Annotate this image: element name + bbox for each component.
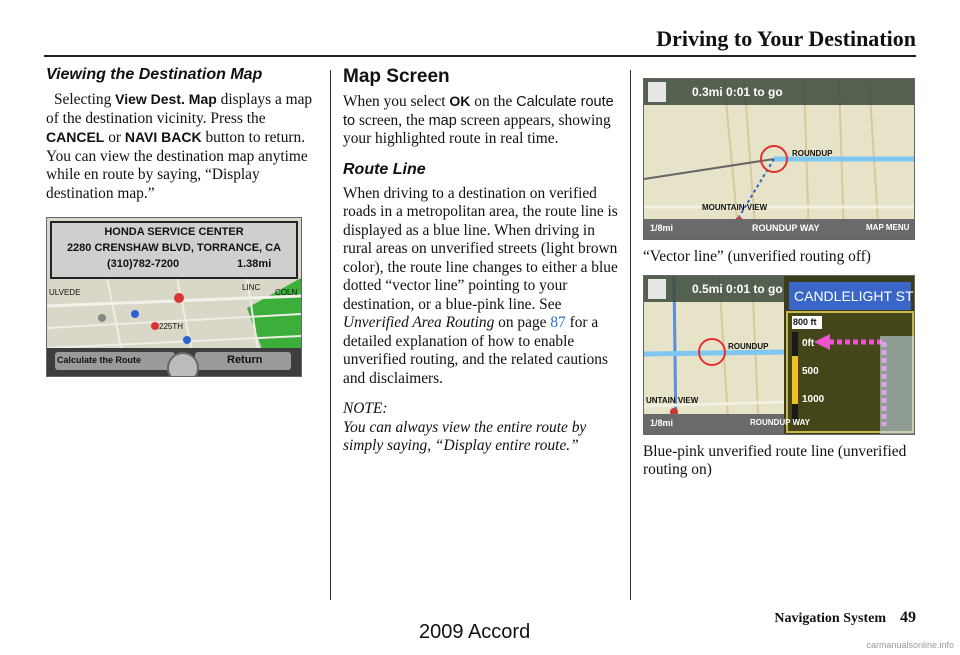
column-destination-map: [46, 66, 316, 377]
vector-line-map-graphic: [644, 79, 914, 239]
eta-readout: 0.3mi 0:01 to go: [692, 85, 783, 99]
bottom-street-name: ROUNDUP WAY: [750, 417, 811, 427]
dest-name: HONDA SERVICE CENTER: [104, 226, 244, 238]
street-label: UNTAIN VIEW: [646, 395, 699, 405]
map-menu-button[interactable]: MAP MENU: [866, 223, 910, 232]
text-run: screen appears, showing your highlighted route in real time.: [343, 111, 611, 147]
street-label: COLN: [275, 288, 298, 297]
text-run: displays a map of the destination vicinity. Press the: [46, 91, 313, 127]
keyword-map: map: [428, 112, 457, 129]
text-run: button to return. You can view the destination map anytime while en route by saying, “Display destination map.”: [46, 129, 308, 202]
bottom-street-name: ROUNDUP WAY: [752, 223, 820, 233]
column-map-screen: [343, 66, 618, 456]
text-run: When driving to a destination on verified roads in a metropolitan area, the route line is displayed as a blue line. When driving in rural areas on unverified streets (light brown color), the route line changes to either a blue dotted “vector line” pointing to your destination, or a blue-pink line. See: [343, 184, 618, 313]
paragraph-route-line: [343, 185, 618, 389]
street-label: ROUNDUP: [792, 149, 833, 158]
keyword-calculate-route-to: Calculate route to: [343, 94, 614, 129]
street-label: 225TH: [159, 322, 184, 331]
destination-map-screenshot: [46, 217, 302, 377]
note-text: You can always view the entire route by simply saying, “Display entire route.”: [343, 418, 587, 454]
page-header-title: Driving to Your Destination: [656, 26, 916, 51]
dest-address: 2280 CRENSHAW BLVD, TORRANCE, CA: [66, 242, 282, 254]
street-label: MOUNTAIN VIEW: [702, 203, 768, 212]
map-scale[interactable]: 1/8mi: [650, 417, 674, 428]
footer-model-label: 2009 Accord: [419, 621, 531, 643]
keyword-navi-back: NAVI BACK: [124, 129, 202, 145]
next-street-panel-title: CANDLELIGHT ST: [794, 287, 914, 304]
caption-vector-line: “Vector line” (unverified routing off): [643, 248, 871, 265]
paragraph-view-dest-map: [46, 90, 316, 203]
eta-readout: 0.5mi 0:01 to go: [692, 281, 783, 296]
text-run: on page: [494, 314, 551, 331]
watermark: carmanualsonline.info: [866, 640, 954, 650]
paragraph-map-screen: [343, 92, 618, 149]
return-button[interactable]: Return: [227, 354, 263, 366]
section-heading-viewing-destination-map: Viewing the Destination Map: [46, 66, 263, 83]
text-run: When you select: [343, 93, 450, 110]
section-heading-route-line: Route Line: [343, 160, 426, 178]
page-link-87[interactable]: 87: [550, 314, 566, 331]
street-label: ROUNDUP: [728, 341, 769, 351]
map-scale[interactable]: 1/8mi: [650, 223, 674, 233]
footer-section-name: Navigation System: [774, 611, 886, 626]
text-run: or: [104, 129, 125, 146]
keyword-ok: OK: [449, 93, 471, 109]
column-divider: [330, 70, 331, 600]
footer-page-number: 49: [900, 609, 916, 626]
distance-scale-0: 0ft: [802, 337, 815, 349]
column-divider: [630, 70, 631, 600]
dest-distance: 1.38mi: [237, 258, 272, 270]
note-label: NOTE:: [343, 400, 388, 417]
text-run: for a detailed explanation of how to enable unverified routing, and the related cautions and disclaimers.: [343, 314, 608, 387]
street-label: ULVEDE: [49, 288, 81, 297]
text-run: on the: [470, 93, 517, 110]
vector-line-map-screenshot: [643, 78, 915, 240]
street-label: LINC: [242, 283, 261, 292]
blue-pink-line-map-screenshot: [643, 275, 915, 435]
distance-scale-1000: 1000: [802, 393, 825, 405]
keyword-cancel: CANCEL: [46, 129, 105, 145]
dest-phone: (310)782-7200: [107, 258, 180, 270]
text-run: screen, the: [355, 111, 429, 129]
text-run: Selecting: [54, 91, 116, 108]
distance-scale-500: 500: [802, 365, 819, 377]
header-rule: [44, 55, 916, 57]
keyword-view-dest-map: View Dest. Map: [115, 91, 217, 107]
calculate-route-button[interactable]: Calculate the Route: [57, 355, 142, 365]
reference-unverified-area-routing: Unverified Area Routing: [343, 314, 495, 331]
caption-blue-pink-line: Blue-pink unverified route line (unverified routing on): [643, 442, 907, 478]
next-turn-distance: 800 ft: [793, 316, 817, 327]
section-heading-map-screen: Map Screen: [343, 66, 450, 87]
column-route-screens: [643, 78, 915, 480]
